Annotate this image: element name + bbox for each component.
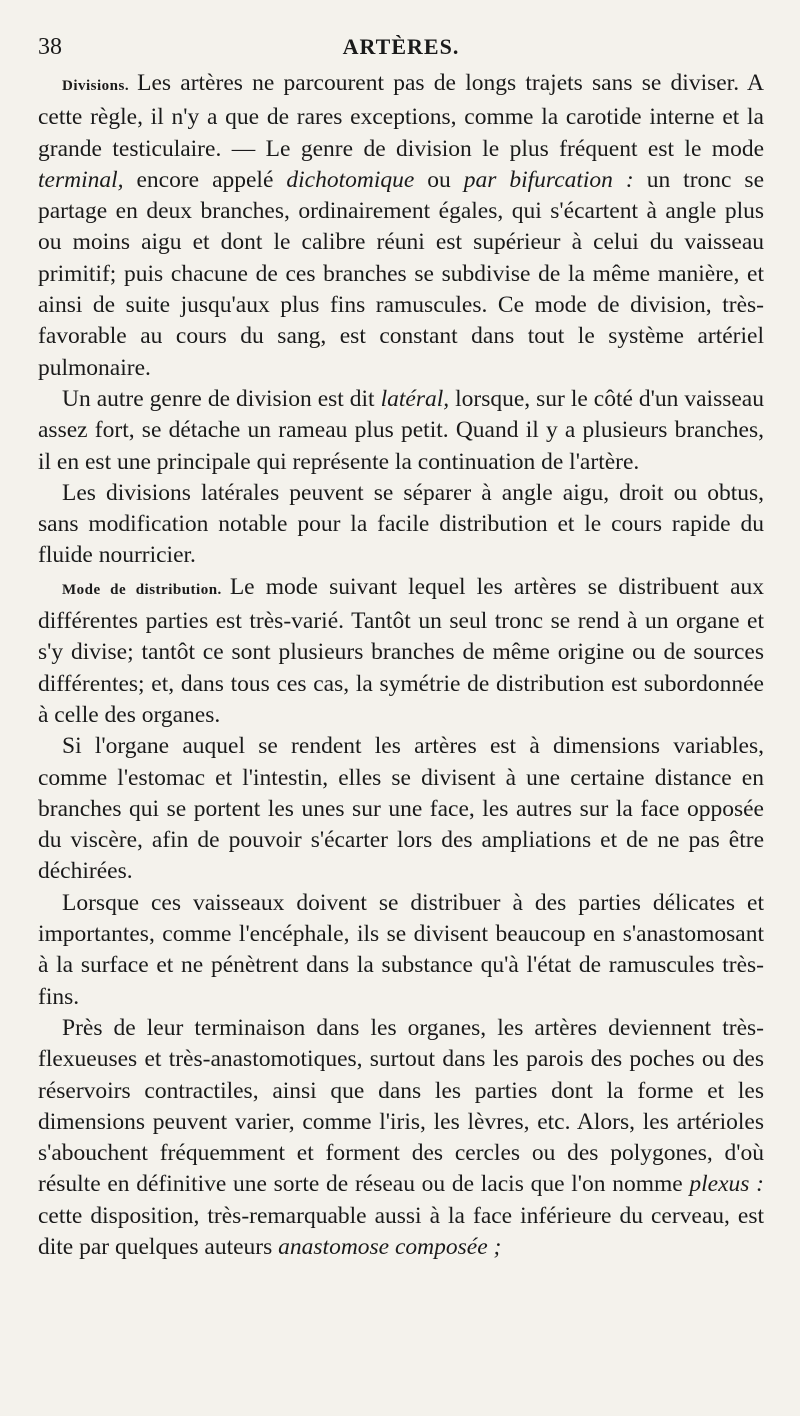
divisions-heading: Divisions. <box>62 78 130 94</box>
text-run: lorsque, sur le côté d'un vaisseau assez fort, se détache un rameau plus petit. Quand il y a plusieurs branches, il en est une principale qui représente la continuation de l'artère. <box>38 385 764 475</box>
text-run: un tronc se partage en deux branches, ordinairement égales, qui s'écartent à angle plus ou moins aigu et dont le calibre réuni est supérieur à celui du vaisseau primitif; puis chacune de ces branches se subdivise de la même manière, et ainsi de suite jusqu'aux plus fins ramuscules. Ce mode de division, très-favorable au cours du sang, est constant dans tout le système artériel pulmonaire. <box>38 166 765 381</box>
text-run: ou <box>414 166 464 193</box>
book-page <box>38 28 764 1263</box>
divisions-paragraph-2 <box>38 384 764 478</box>
term-terminal: terminal, <box>38 166 124 193</box>
term-dichotomique: dichotomique <box>286 166 415 193</box>
text-run: Près de leur terminaison dans les organes, les artères deviennent très-flexueuses et très-anastomotiques, surtout dans les parois des poches ou des réservoirs contractiles, ainsi que dans les parties dont la forme et les dimensions peuvent varier, comme l'iris, les lèvres, etc. Alors, les artérioles s'abouchent fréquemment et forment des cercles ou des polygones, d'où résulte en définitive une sorte de réseau ou de lacis que l'on nomme <box>38 1014 764 1198</box>
text-run: Les artères ne parcourent pas de longs trajets sans se diviser. A cette règle, il n'y a que de rares exceptions, comme la carotide interne et la grande testiculaire. — Le genre de division le plus fréquent est le mode <box>38 70 764 162</box>
term-anastomose-composee: anastomose composée ; <box>278 1233 502 1260</box>
term-lateral: latéral, <box>380 385 450 412</box>
text-run: cette disposition, très-remarquable aussi à la face inférieure du cerveau, est dite par quelques auteurs <box>38 1202 764 1260</box>
term-plexus: plexus : <box>689 1171 764 1198</box>
running-title: ARTÈRES. <box>342 34 460 59</box>
text-run: Le mode suivant lequel les artères se distribuent aux différentes parties est très-varié. Tantôt un seul tronc se rend à un organe et s'y divise; tantôt ce sont plusieurs branches de même origine ou de sources différentes; et, dans tous ces cas, la symétrie de distribution est subordonnée à celle des organes. <box>38 573 765 728</box>
distribution-paragraph-1 <box>38 572 764 731</box>
text-run: Un autre genre de division est dit <box>62 385 381 412</box>
divisions-paragraph-3: Les divisions latérales peuvent se séparer à angle aigu, droit ou obtus, sans modification notable pour la facile distribution et le cours rapide du fluide nourricier. <box>38 479 764 569</box>
distribution-paragraph-2: Si l'organe auquel se rendent les artères est à dimensions variables, comme l'estomac et l'intestin, elles se divisent à une certaine distance en branches qui se portent les unes sur une face, les autres sur la face opposée du viscère, afin de pouvoir s'écarter lors des ampliations et de ne pas être déchirées. <box>38 733 764 885</box>
divisions-paragraph-1 <box>38 68 764 384</box>
page-number: 38 <box>38 34 62 60</box>
text-run: encore appelé <box>123 166 287 193</box>
distribution-paragraph-3: Lorsque ces vaisseaux doivent se distribuer à des parties délicates et importantes, comme l'encéphale, ils se divisent beaucoup en s'anastomosant à la surface et ne pénètrent dans la substance qu'à l'état de ramuscules très-fins. <box>38 889 764 1010</box>
distribution-heading: Mode de distribution. <box>62 581 222 598</box>
running-head <box>38 28 764 68</box>
term-bifurcation: par bifurcation : <box>463 166 634 193</box>
distribution-paragraph-4 <box>38 1013 764 1263</box>
